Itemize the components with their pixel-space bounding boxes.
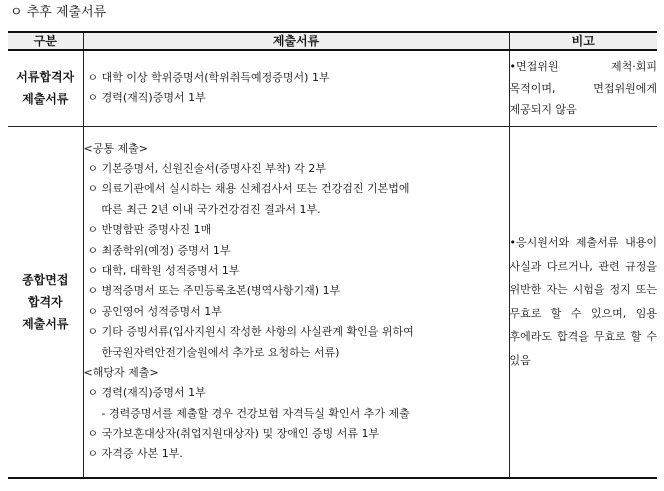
document-item: ㅇ 의료기관에서 실시하는 채용 신체검사서 또는 건강검진 기본법에 <box>87 182 410 196</box>
category-cell <box>8 50 83 126</box>
remarks-text: •면접위원 제척·회피 목적이며, 면접위원에게 제공되지 않음 <box>509 60 657 116</box>
document-item: ㅇ 최종학위(예정) 증명서 1부 <box>87 243 231 257</box>
remarks-cell <box>509 126 657 478</box>
document-item: ㅇ 자격증 사본 1부. <box>87 447 183 461</box>
document-item: ㅇ 기본증명서, 신원진술서(증명사진 부착) 각 2부 <box>87 162 326 176</box>
header-remarks: 비고 <box>509 32 657 50</box>
section-title: ㅇ 추후 제출서류 <box>10 5 107 20</box>
category-line: 종합면접 <box>22 272 69 287</box>
documents-cell <box>83 126 509 478</box>
group-heading-applicable: <해당자 제출> <box>83 365 159 379</box>
document-item: ㅇ 대학, 대학원 성적증명서 1부 <box>87 263 240 277</box>
category-line: 제출서류 <box>22 316 69 331</box>
document-item: ㅇ 경력(재직)증명서 1부 <box>87 386 206 400</box>
document-item: ㅇ 국가보훈대상자(취업지원대상자) 및 장애인 증빙 서류 1부 <box>87 427 380 441</box>
submission-documents-table <box>8 31 657 479</box>
document-item: ㅇ 병적증명서 또는 주민등록초본(병역사항기재) 1부 <box>87 284 341 298</box>
remarks-cell <box>509 50 657 126</box>
category-line: 서류합격자 <box>16 70 75 85</box>
header-documents: 제출서류 <box>83 32 509 50</box>
category-cell <box>8 126 83 478</box>
table-row-final-pass <box>8 126 657 478</box>
document-item: ㅇ 공인영어 성적증명서 1부 <box>87 304 222 318</box>
document-item: ㅇ 대학 이상 학위증명서(학위취득예정증명서) 1부 <box>87 70 330 84</box>
document-sub-item: - 경력증명서를 제출할 경우 건강보험 자격득실 확인서 추가 제출 <box>101 406 410 420</box>
remarks-text: •응시원서와 제출서류 내용이 사실과 다르거나, 관련 규정을 위반한 자는 시험을 정지 또는 무효로 할 수 있으며, 임용 후에라도 합격을 무효로 할 수 있음 <box>509 236 657 367</box>
category-line: 합격자 <box>27 294 63 309</box>
document-item-continued: 한국원자력안전기술원에서 추가로 요청하는 서류) <box>101 345 340 359</box>
table-row-document-pass <box>8 50 657 126</box>
header-category: 구분 <box>8 32 83 50</box>
document-item: ㅇ 반명함판 증명사진 1매 <box>87 223 212 237</box>
table-header-row <box>8 32 657 50</box>
document-item-continued: 따른 최근 2년 이내 국가건강검진 결과서 1부. <box>101 202 321 216</box>
group-heading-common: <공통 제출> <box>83 141 148 155</box>
document-item: ㅇ 기타 증빙서류(입사지원시 작성한 사항의 사실관계 확인을 위하여 <box>87 325 414 339</box>
category-line: 제출서류 <box>22 92 69 107</box>
document-item: ㅇ 경력(재직)증명서 1부 <box>87 91 206 105</box>
documents-cell <box>83 50 509 126</box>
